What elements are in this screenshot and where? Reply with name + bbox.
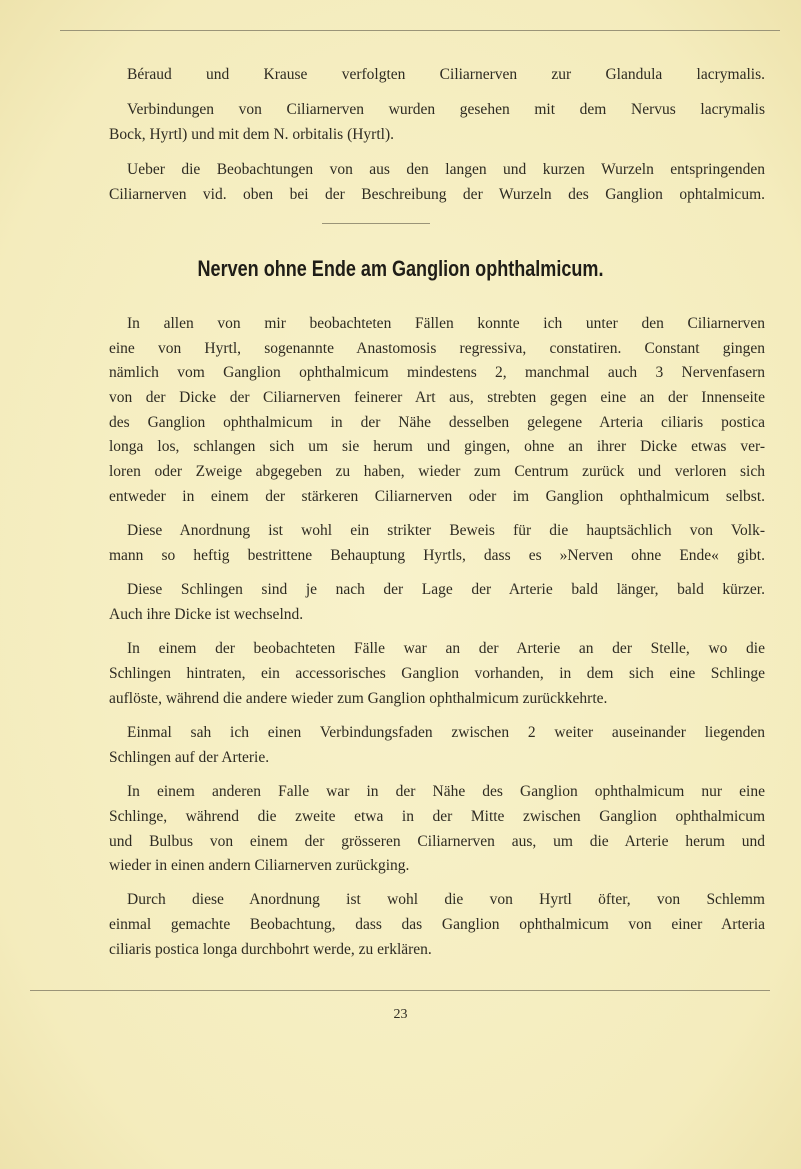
text-line: und Bulbus von einem der grösseren Ciliarnerven aus, um die Arterie herum und — [109, 833, 765, 850]
text-line: loren oder Zweige abgegeben zu haben, wieder zum Centrum zurück und verloren sich — [109, 463, 765, 480]
text-line: des Ganglion ophthalmicum in der Nähe desselben gelegene Arteria ciliaris postica — [109, 414, 765, 431]
text-line: In einem der beobachteten Fälle war an der Arterie an der Stelle, wo die — [127, 640, 765, 657]
text-line: Bock, Hyrtl) und mit dem N. orbitalis (Hyrtl). — [109, 126, 394, 143]
text-line: mann so heftig bestrittene Behauptung Hyrtls, dass es »Nerven ohne Ende« gibt. — [109, 547, 765, 564]
text-line: Schlingen auf der Arterie. — [109, 749, 270, 766]
text-line: entweder in einem der stärkeren Ciliarnerven oder im Ganglion ophthalmicum selbst. — [109, 488, 765, 505]
text-line: longa los, schlangen sich um sie herum und gingen, ohne an ihrer Dicke etwas ver- — [109, 438, 765, 455]
section-heading: Nerven ohne Ende am Ganglion ophthalmicum. — [197, 256, 604, 281]
text-line: Schlinge, während die zweite etwa in der Mitte zwischen Ganglion ophthalmicum — [109, 808, 765, 825]
page-number: 23 — [393, 1007, 408, 1022]
bottom-rule — [30, 990, 770, 991]
text-line: Verbindungen von Ciliarnerven wurden gesehen mit dem Nervus lacrymalis — [127, 101, 765, 118]
text-line: Diese Anordnung ist wohl ein strikter Beweis für die hauptsächlich von Volk- — [127, 522, 765, 539]
text-line: eine von Hyrtl, sogenannte Anastomosis regressiva, constatiren. Constant gingen — [109, 340, 765, 357]
text-line: Auch ihre Dicke ist wechselnd. — [109, 606, 304, 623]
text-line: Ueber die Beobachtungen von aus den langen und kurzen Wurzeln entspringenden — [127, 161, 765, 178]
text-line: Diese Schlingen sind je nach der Lage der Arterie bald länger, bald kürzer. — [127, 581, 765, 598]
text-line: einmal gemachte Beobachtung, dass das Ganglion ophthalmicum von einer Arteria — [109, 916, 765, 933]
text-line: Durch diese Anordnung ist wohl die von Hyrtl öfter, von Schlemm — [127, 891, 765, 908]
text-line: von der Dicke der Ciliarnerven feinerer Art aus, strebten gegen eine an der Innenseite — [109, 389, 765, 406]
text-line: auflöste, während die andere wieder zum Ganglion ophthalmicum zurückkehrte. — [109, 690, 608, 707]
text-line: Béraud und Krause verfolgten Ciliarnerven zur Glandula lacrymalis. — [127, 66, 765, 83]
text-line: ciliaris postica longa durchbohrt werde, zu erklären. — [109, 941, 432, 958]
top-rule — [60, 30, 780, 31]
text-line: Ciliarnerven vid. oben bei der Beschreibung der Wurzeln des Ganglion ophtalmicum. — [109, 186, 765, 203]
text-line: wieder in einen andern Ciliarnerven zurückging. — [109, 857, 410, 874]
section-divider — [322, 223, 430, 224]
text-line: nämlich vom Ganglion ophthalmicum mindestens 2, manchmal auch 3 Nervenfasern — [109, 364, 765, 381]
text-line: Einmal sah ich einen Verbindungsfaden zwischen 2 weiter auseinander liegenden — [127, 724, 765, 741]
text-line: In allen von mir beobachteten Fällen konnte ich unter den Ciliarnerven — [127, 315, 765, 332]
text-line: In einem anderen Falle war in der Nähe des Ganglion ophthalmicum nur eine — [127, 783, 765, 800]
text-line: Schlingen hintraten, ein accessorisches Ganglion vorhanden, in dem sich eine Schlinge — [109, 665, 765, 682]
